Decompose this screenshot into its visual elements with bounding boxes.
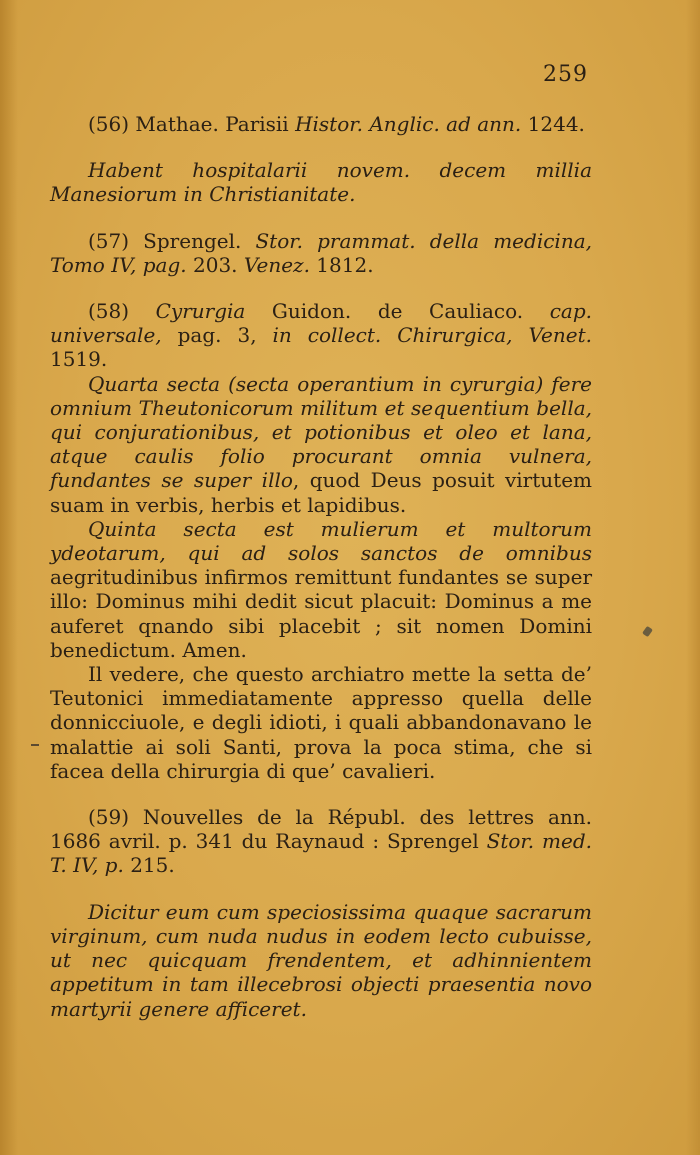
footnote-59-text: (59) Nouvelles de la Républ. des lettres ann. 1686 avril. p. 341 du Raynaud : Sprengel	[50, 805, 592, 854]
footnote-58-collect: in collect. Chirurgica, Venet.	[272, 323, 593, 348]
footnote-56-year: 1244.	[521, 112, 585, 136]
page-edge-right	[686, 0, 700, 1155]
quinta-secta	[50, 517, 592, 662]
footnote-58-year: 1519.	[50, 347, 108, 372]
page-edge-left	[0, 0, 18, 1155]
footnote-57-place: Venez.	[243, 252, 310, 277]
footnote-57-title: Stor. prammat. della medicina, Tomo IV, pag.	[50, 228, 592, 277]
footnote-58	[50, 299, 592, 372]
quinta-secta-latin: Quinta secta est mulierum et multorum ydeotarum, qui ad solos sanctos de omnibus	[50, 516, 592, 566]
quarta-secta-latin: Quarta secta (secta operantium in cyrurgia) fere omnium Theutonicorum militum et sequentium bella, qui conjurationibus, et potionibus et oleo et lana, atque caulis folio procurant omnia vulnera, fundantes se super illo	[50, 371, 592, 493]
footnotes-text	[50, 112, 592, 1021]
footnote-58-work: Cyrurgia	[155, 299, 246, 324]
footnote-57-page: 203.	[186, 252, 244, 277]
footnote-57-year: 1812.	[309, 252, 374, 277]
quote-56: Habent hospitalarii novem. decem millia Manesiorum in Christianitate.	[50, 158, 592, 207]
footnote-59	[50, 805, 592, 878]
footnote-56-title: Histor. Anglic. ad ann.	[295, 112, 522, 136]
quarta-secta-roman: , quod Deus posuit virtutem suam in verbis, herbis et lapidibus.	[50, 468, 593, 517]
quote-59: Dicitur eum cum speciosissima quaque sacrarum virginum, cum nuda nudus in eodem lecto cubuisse, ut nec quicquam frendentem, et adhinnientem appetitum in tam illecebrosi objecti praesentia novo martyrii genere afficeret.	[50, 899, 592, 1021]
paper-speck	[642, 626, 653, 637]
footnote-59-title: Stor. med. T. IV, p.	[50, 829, 592, 878]
page-number: 259	[543, 62, 588, 87]
footnote-58-cap: cap. universale,	[50, 299, 592, 348]
quinta-secta-roman: aegritudinibus infirmos remittunt fundantes se super illo: Dominus mihi dedit sicut placuit: Dominus a me auferet qnando sibi placebit ; sit nomen Domini benedictum. Amen.	[50, 565, 592, 662]
quarta-secta	[50, 372, 592, 517]
footnote-56-label: (56) Mathae. Parisii	[88, 112, 296, 136]
footnote-58-pag: pag. 3,	[161, 323, 273, 348]
footnote-56	[50, 112, 592, 136]
footnote-58-author: Guidon. de Cauliaco.	[245, 299, 550, 324]
footnote-57-label: (57) Sprengel.	[88, 228, 256, 253]
footnote-59-page: 215.	[123, 853, 175, 878]
commentary: Il vedere, che questo archiatro mette la setta de’ Teutonici immediatamente appresso quella delle donnicciuole, e degli idioti, i quali abbandonavano le malattie ai soli Santi, prova la poca stima, che si facea della chirurgia di que’ cavalieri.	[50, 662, 592, 783]
margin-mark	[31, 744, 39, 746]
footnote-57	[50, 229, 592, 277]
footnote-58-label: (58)	[88, 299, 156, 324]
